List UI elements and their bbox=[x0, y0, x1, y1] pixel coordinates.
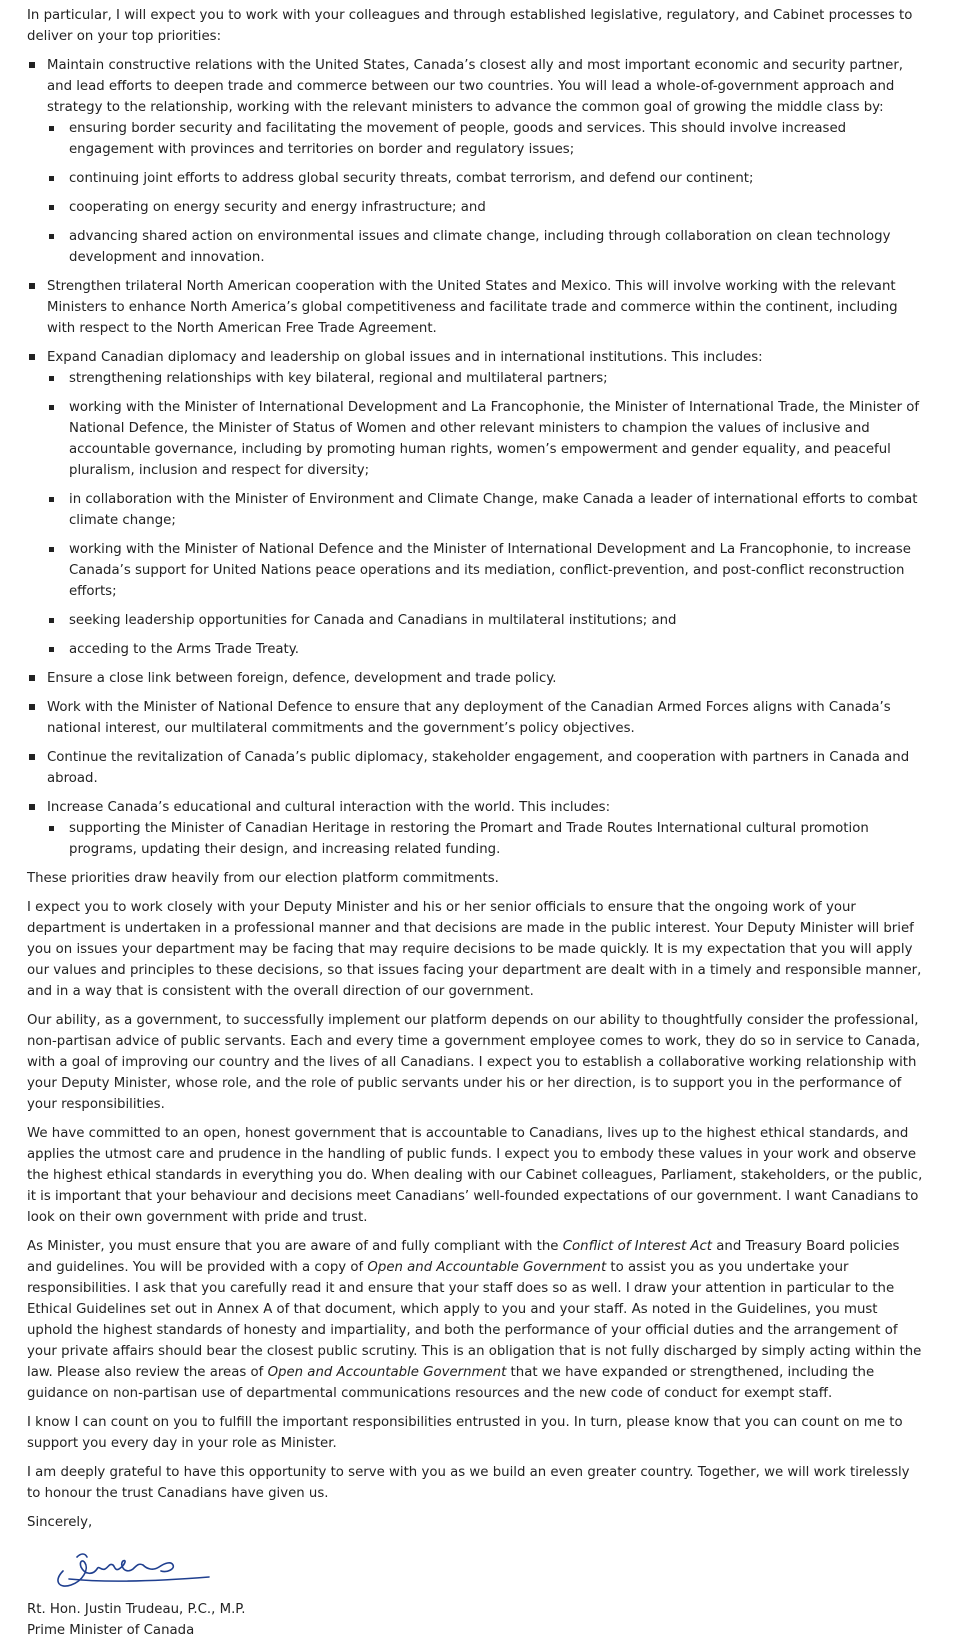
intro-paragraph: In particular, I will expect you to work with your colleagues and through established legislative, regulatory, and Cabinet processes to deliver on your top priorities: bbox=[27, 8, 913, 44]
platform-paragraph: These priorities draw heavily from our election platform commitments. bbox=[27, 871, 499, 886]
priorities-list bbox=[27, 55, 927, 860]
act-title: Conflict of Interest Act bbox=[562, 1239, 713, 1254]
sub-priorities-list bbox=[47, 118, 927, 268]
text-segment: As Minister, you must ensure that you are aware of and fully compliant with the bbox=[27, 1239, 563, 1254]
grateful-paragraph: I am deeply grateful to have this opportunity to serve with you as we build an even greater country. Together, we will work tirelessly to honour the trust Canadians have given us. bbox=[27, 1465, 910, 1501]
priority-item bbox=[27, 347, 927, 660]
sub-priority-item: seeking leadership opportunities for Canada and Canadians in multilateral institutions; and bbox=[47, 610, 927, 631]
signature-image bbox=[49, 1541, 219, 1591]
sub-priorities-list bbox=[47, 368, 927, 660]
closing-salutation: Sincerely, bbox=[27, 1515, 93, 1530]
priority-text: Expand Canadian diplomacy and leadership on global issues and in international institutions. This includes: bbox=[47, 350, 763, 365]
sub-priority-item: advancing shared action on environmental issues and climate change, including through collaboration on clean technology development and innovation. bbox=[47, 226, 927, 268]
priority-item bbox=[27, 276, 927, 339]
sub-priority-item: working with the Minister of International Development and La Francophonie, the Minister of International Trade, the Minister of National Defence, the Minister of Status of Women and other relevant ministers to champion the values of inclusive and accountable governance, including by promoting human rights, women’s empowerment and gender equality, and peaceful pluralism, inclusion and respect for diversity; bbox=[47, 397, 927, 481]
text-segment: and Treasury Board policies and guidelines. You will be provided with a copy of bbox=[27, 1239, 900, 1275]
priority-text: Ensure a close link between foreign, defence, development and trade policy. bbox=[47, 671, 557, 686]
open-government-paragraph: We have committed to an open, honest government that is accountable to Canadians, lives up to the highest ethical standards, and applies the utmost care and prudence in the handling of public funds. I expect you to embody these values in your work and observe the highest ethical standards in everything you do. When dealing with our Cabinet colleagues, Parliament, stakeholders, or the public, it is important that your behaviour and decisions meet Canadians’ well-founded expectations of our government. I want Canadians to look on their own government with pride and trust. bbox=[27, 1126, 923, 1225]
priority-item bbox=[27, 668, 927, 689]
sub-priority-item: in collaboration with the Minister of Environment and Climate Change, make Canada a leader of international efforts to combat climate change; bbox=[47, 489, 927, 531]
deputy-minister-paragraph: I expect you to work closely with your Deputy Minister and his or her senior officials to ensure that the ongoing work of your department is undertaken in a professional manner and that decisions are made in the public interest. Your Deputy Minister will brief you on issues your department may be facing that may require decisions to be made quickly. It is my expectation that you will apply our values and principles to these decisions, so that issues facing your department are dealt with in a timely and responsible manner, and in a way that is consistent with the overall direction of our government. bbox=[27, 900, 922, 999]
priority-text: Work with the Minister of National Defence to ensure that any deployment of the Canadian Armed Forces aligns with Canada’s national interest, our multilateral commitments and the government’s policy objectives. bbox=[47, 700, 891, 736]
signatory-title: Prime Minister of Canada bbox=[27, 1623, 195, 1638]
text-segment: that we have expanded or strengthened, including the guidance on non-partisan use of departmental communications resources and the new code of conduct for exempt staff. bbox=[27, 1365, 875, 1401]
sub-priority-item: strengthening relationships with key bilateral, regional and multilateral partners; bbox=[47, 368, 927, 389]
sub-priority-item: continuing joint efforts to address global security threats, combat terrorism, and defend our continent; bbox=[47, 168, 927, 189]
priority-text: Strengthen trilateral North American cooperation with the United States and Mexico. This will involve working with the relevant Ministers to enhance North America’s global competitiveness and facilitate trade and commerce within the continent, including with respect to the North American Free Trade Agreement. bbox=[47, 279, 898, 336]
sub-priorities-list bbox=[47, 818, 927, 860]
sub-priority-item: cooperating on energy security and energy infrastructure; and bbox=[47, 197, 927, 218]
sub-priority-item: supporting the Minister of Canadian Heritage in restoring the Promart and Trade Routes International cultural promotion programs, updating their design, and increasing related funding. bbox=[47, 818, 927, 860]
priority-item bbox=[27, 747, 927, 789]
priority-text: Continue the revitalization of Canada’s public diplomacy, stakeholder engagement, and cooperation with partners in Canada and abroad. bbox=[47, 750, 910, 786]
sub-priority-item: acceding to the Arms Trade Treaty. bbox=[47, 639, 927, 660]
document-title: Open and Accountable Government bbox=[267, 1365, 507, 1380]
conflict-of-interest-paragraph bbox=[27, 1236, 927, 1404]
document-title: Open and Accountable Government bbox=[367, 1260, 607, 1275]
count-on-you-paragraph: I know I can count on you to fulfill the important responsibilities entrusted in you. In turn, please know that you can count on me to support you every day in your role as Minister. bbox=[27, 1415, 903, 1451]
sub-priority-item: working with the Minister of National Defence and the Minister of International Development and La Francophonie, to increase Canada’s support for United Nations peace operations and its mediation, conflict-prevention, and post-conflict reconstruction efforts; bbox=[47, 539, 927, 602]
priority-item bbox=[27, 55, 927, 268]
text-segment: to assist you as you undertake your responsibilities. I ask that you carefully read it and ensure that your staff does so as well. I draw your attention in particular to the Ethical Guidelines set out in Annex A of that document, which apply to you and your staff. As noted in the Guidelines, you must uphold the highest standards of honesty and impartiality, and both the performance of your official duties and the arrangement of your private affairs should bear the closest public scrutiny. This is an obligation that is not fully discharged by simply acting within the law. Please also review the areas of bbox=[27, 1260, 922, 1380]
priority-item bbox=[27, 797, 927, 860]
signatory-name: Rt. Hon. Justin Trudeau, P.C., M.P. bbox=[27, 1602, 246, 1617]
public-service-paragraph: Our ability, as a government, to successfully implement our platform depends on our ability to thoughtfully consider the professional, non-partisan advice of public servants. Each and every time a government employee comes to work, they do so in service to Canada, with a goal of improving our country and the lives of all Canadians. I expect you to establish a collaborative working relationship with your Deputy Minister, whose role, and the role of public servants under his or her direction, is to support you in the performance of your responsibilities. bbox=[27, 1013, 921, 1112]
sub-priority-item: ensuring border security and facilitating the movement of people, goods and services. This should involve increased engagement with provinces and territories on border and regulatory issues; bbox=[47, 118, 927, 160]
priority-text: Increase Canada’s educational and cultural interaction with the world. This includes: bbox=[47, 800, 611, 815]
priority-item bbox=[27, 697, 927, 739]
priority-text: Maintain constructive relations with the United States, Canada’s closest ally and most important economic and security partner, and lead efforts to deepen trade and commerce between our two countries. You will lead a whole-of-government approach and strategy to the relationship, working with the relevant ministers to advance the common goal of growing the middle class by: bbox=[47, 58, 904, 115]
